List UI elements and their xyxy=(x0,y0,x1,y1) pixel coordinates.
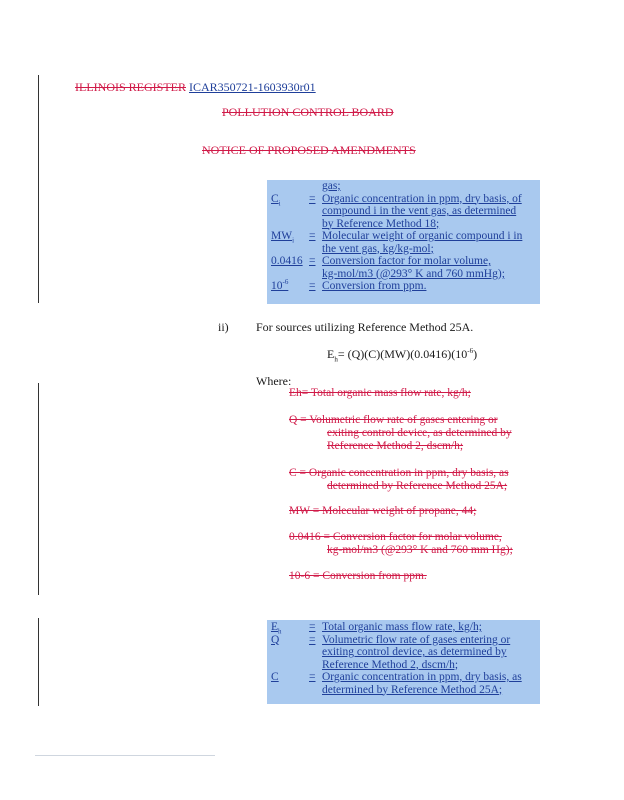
table-a-row: $C_i$ = Organic concentration in ppm, dry basis, of compound i in the vent gas, as determined by Reference Method 18; xyxy=(271,192,522,230)
doc-code: ICAR350721-1603930r01 xyxy=(189,80,316,94)
symbol-eh: $E_h$ xyxy=(271,621,282,636)
definition-table-b xyxy=(271,621,536,696)
method-text: For sources utilizing Reference Method 25A. xyxy=(256,320,474,334)
definition-table-a xyxy=(271,180,536,293)
table-b-row: Q = Volumetric flow rate of gases entering or exiting control device, as determined by Reference Method 2, dscm/h; xyxy=(271,633,511,671)
deleted-def: Q = Volumetric flow rate of gases entering or exiting control device, as determined by Reference Method 2, dscm/h; xyxy=(289,414,512,452)
deleted-def: MW = Molecular weight of propane, 44; xyxy=(289,505,477,517)
deleted-def: 0.0416 = Conversion factor for molar volume, kg-mol/m3 (@293° K and 760 mm Hg); xyxy=(289,531,513,556)
formula: $E_h= (Q)(C)(MW)(0.0416)(10^{-6})$ xyxy=(327,347,478,364)
symbol-10-6: $10^{-6}$ xyxy=(271,278,289,292)
item-number: ii) xyxy=(218,320,229,334)
table-a-row: 0.0416 = Conversion factor for molar volume, kg-mol/m3 (@293° K and 760 mmHg); xyxy=(271,255,505,280)
table-b-row: C = Organic concentration in ppm, dry basis, as determined by Reference Method 25A; xyxy=(271,671,522,696)
deleted-def: 10-6 = Conversion from ppm. xyxy=(289,570,427,582)
where-label: Where: xyxy=(256,374,292,388)
deleted-def: Eh= Total organic mass flow rate, kg/h; xyxy=(289,387,471,399)
table-a-row: $MW_i$ = Molecular weight of organic compound i in the vent gas, kg/kg-mol; xyxy=(271,230,523,255)
table-b-row: $E_h$ = Total organic mass flow rate, kg/h; xyxy=(271,621,482,636)
footer-rule xyxy=(35,755,215,756)
change-bar-middle xyxy=(38,383,39,595)
register-label: ILLINOIS REGISTER xyxy=(75,80,186,94)
table-a-lead: gas; xyxy=(322,180,341,192)
deleted-def: C = Organic concentration in ppm, dry basis, as determined by Reference Method 25A; xyxy=(289,467,509,492)
notice-title: NOTICE OF PROPOSED AMENDMENTS xyxy=(202,143,416,157)
change-bar-bottom xyxy=(38,618,39,706)
symbol-mwi: $MW_i$ xyxy=(271,230,295,245)
board-title: POLLUTION CONTROL BOARD xyxy=(222,105,394,119)
table-a-row: $10^{-6}$ = Conversion from ppm. xyxy=(271,278,427,292)
register-header xyxy=(75,81,316,94)
symbol-ci: $C_i$ xyxy=(271,192,281,207)
change-bar-top xyxy=(38,75,39,303)
